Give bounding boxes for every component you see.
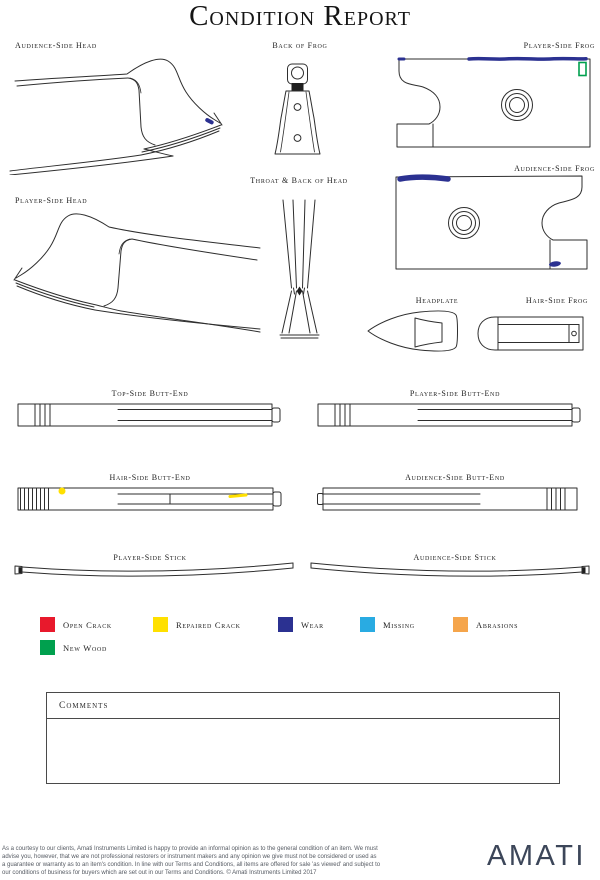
legend-item-new-wood — [40, 640, 107, 655]
repaired-crack-swatch — [153, 617, 168, 632]
wear-mark — [400, 177, 448, 179]
label-player-side-head: Player-Side Head — [15, 196, 88, 205]
wear-mark — [549, 261, 562, 268]
legend-item-wear — [278, 617, 324, 632]
legend-label-missing: Missing — [383, 619, 415, 630]
top-side-butt-end-diagram — [15, 398, 285, 432]
comments-header — [47, 693, 559, 719]
legend-label-repaired-crack: Repaired Crack — [176, 619, 241, 630]
label-hair-side-frog: Hair-Side Frog — [525, 296, 589, 305]
wear-swatch — [278, 617, 293, 632]
player-side-stick-diagram — [12, 560, 296, 582]
audience-side-stick-diagram — [308, 560, 592, 582]
missing-swatch — [360, 617, 375, 632]
label-audience-side-butt-end: Audience-Side Butt-End — [405, 473, 505, 482]
label-player-side-stick: Player-Side Stick — [113, 553, 187, 562]
player-side-head-diagram — [5, 210, 265, 335]
label-audience-side-stick: Audience-Side Stick — [413, 553, 497, 562]
comments-field[interactable] — [47, 719, 559, 783]
disclaimer-line: advise you, however, that we are not professional restorers or instrument makers and any opinion we give must not be considered or used as — [2, 854, 377, 860]
hair-side-butt-end-diagram — [15, 483, 285, 517]
comments-label: Comments — [59, 700, 109, 711]
page-title: Condition Report — [189, 0, 411, 32]
label-player-side-frog: Player-Side Frog — [523, 41, 595, 50]
legend-item-repaired-crack — [153, 617, 241, 632]
player-side-frog-diagram — [393, 55, 595, 155]
label-hair-side-butt-end: Hair-Side Butt-End — [109, 473, 191, 482]
disclaimer-line: As a courtesy to our clients, Amati Instruments Limited is happy to provide an informal opinion as to the general condition of an item. We must — [2, 846, 378, 852]
disclaimer-line: a guarantee or warranty as to an item's condition. In line with our Terms and Conditions, all items are offered for sale 'as viewed' and subject to — [2, 862, 381, 868]
audience-side-frog-diagram — [393, 168, 599, 274]
new-wood-mark — [579, 63, 586, 76]
disclaimer-line: our conditions of business for buyers which are set out in our Terms and Conditions. © Amati Instruments Limited 2017 — [2, 870, 317, 876]
headplate-diagram — [365, 305, 465, 357]
audience-side-butt-end-diagram — [315, 483, 585, 517]
label-back-of-frog: Back of Frog — [272, 41, 328, 50]
label-player-side-butt-end: Player-Side Butt-End — [409, 389, 501, 398]
abrasions-swatch — [453, 617, 468, 632]
open-crack-swatch — [40, 617, 55, 632]
legend-item-open-crack — [40, 617, 112, 632]
label-top-side-butt-end: Top-Side Butt-End — [111, 389, 189, 398]
repaired-crack-mark — [59, 488, 66, 495]
footer-disclaimer — [2, 845, 452, 877]
wear-mark — [469, 59, 586, 60]
legend-item-missing — [360, 617, 415, 632]
legend-label-abrasions: Abrasions — [476, 619, 519, 630]
new-wood-swatch — [40, 640, 55, 655]
audience-side-head-diagram — [5, 55, 230, 175]
label-audience-side-head: Audience-Side Head — [15, 41, 97, 50]
legend-label-open-crack: Open Crack — [63, 619, 112, 630]
amati-logo: AMATI — [487, 840, 586, 872]
label-audience-side-frog: Audience-Side Frog — [514, 164, 595, 173]
comments-box — [46, 692, 560, 784]
repaired-crack-mark — [230, 495, 246, 497]
label-throat-back-of-head: Throat & Back of Head — [250, 176, 348, 185]
throat-back-of-head-diagram — [262, 185, 334, 343]
hair-side-frog-diagram — [475, 305, 587, 355]
legend-label-new-wood: New Wood — [63, 642, 108, 653]
back-of-frog-diagram — [265, 62, 330, 162]
player-side-butt-end-diagram — [315, 398, 585, 432]
legend-item-abrasions — [453, 617, 518, 632]
legend-label-wear: Wear — [301, 619, 324, 630]
label-headplate: Headplate — [415, 296, 459, 305]
